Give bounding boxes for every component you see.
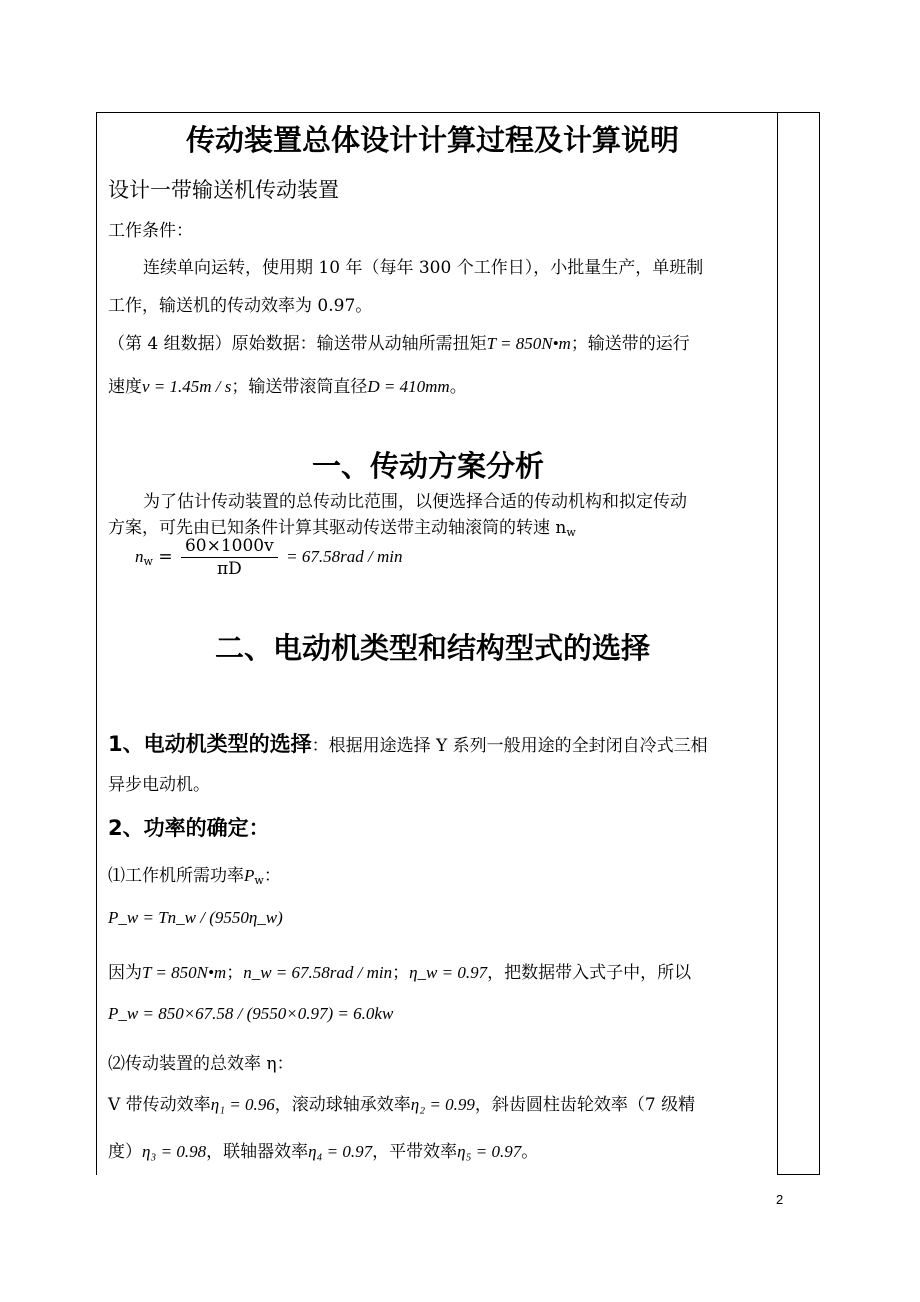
eff-grade-label: 度） xyxy=(108,1142,142,1162)
formula-nw-denominator: πD xyxy=(216,559,242,579)
data-line1-prefix: （第 4 组数据）原始数据：输送带从动轴所需扭矩 xyxy=(108,334,487,354)
formula-pw-text: P_w = Tn_w / (9550η_w) xyxy=(108,908,283,927)
sub1-label: ⑴工作机所需功率 xyxy=(108,866,244,886)
eff-eta3: η₃ = 0.98 xyxy=(142,1142,207,1161)
eff-eta4: η₄ = 0.97 xyxy=(308,1142,373,1161)
data-line2 xyxy=(108,372,467,397)
page-number: 2 xyxy=(776,1192,784,1207)
sub2-label: ⑵传动装置的总效率 η： xyxy=(108,1054,294,1074)
section1-line1: 为了估计传动装置的总传动比范围，以便选择合适的传动机构和拟定传动 xyxy=(143,492,687,512)
work-conditions-line1: 连续单向运转，使用期 10 年（每年 300 个工作日），小批量生产，单班制 xyxy=(143,258,704,278)
item1-line1 xyxy=(108,728,708,758)
because-torque: T = 850N•m xyxy=(142,963,227,982)
side-column xyxy=(778,112,820,1175)
formula-pw xyxy=(108,908,283,928)
section1-heading: 一、传动方案分析 xyxy=(312,449,545,483)
item1-text: ：根据用途选择 Y 系列一般用途的全封闭自冷式三相 xyxy=(311,736,708,756)
result-pw xyxy=(108,1004,393,1024)
because-suffix: ，把数据带入式子中，所以 xyxy=(487,963,692,983)
sub1-symbol: P xyxy=(244,866,255,885)
formula-nw: $n_w$ = $\frac{60\times 1000v}{\pi D}$ = 67.58rad / min xyxy=(135,536,403,579)
item1-line2: 异步电动机。 xyxy=(108,775,210,795)
data-line2-end: 。 xyxy=(449,377,467,397)
formula-nw-numerator: 60×1000v xyxy=(181,536,278,558)
section1-line2-text: 方案，可先由已知条件计算其驱动传送带主动轴滚筒的转速 n xyxy=(108,518,567,538)
eff-coupling-label: ，联轴器效率 xyxy=(206,1142,309,1162)
section2-heading: 二、电动机类型和结构型式的选择 xyxy=(215,631,651,665)
sub1-symbol-sub: w xyxy=(254,874,264,887)
eff-eta1: η₁ = 0.96 xyxy=(210,1095,275,1114)
formula-nw-fraction xyxy=(181,536,278,579)
efficiency-line2 xyxy=(108,1137,538,1162)
subtitle: 设计一带输送机传动装置 xyxy=(108,178,339,202)
data-line1 xyxy=(108,329,690,354)
torque-formula: T = 850N•m xyxy=(486,334,571,353)
work-conditions-label: 工作条件： xyxy=(108,221,193,241)
speed-formula: v = 1.45m / s xyxy=(142,377,232,396)
because-prefix: 因为 xyxy=(108,963,142,983)
section1-line2-sub: w xyxy=(566,526,576,539)
eff-flatbelt-label: ，平带效率 xyxy=(372,1142,458,1162)
item1-label: 1、电动机类型的选择 xyxy=(108,732,312,756)
data-line1-suffix: ；输送带的运行 xyxy=(570,334,690,354)
eff-gear-label: ，斜齿圆柱齿轮效率（7 级精 xyxy=(474,1095,696,1115)
page-title: 传动装置总体设计计算过程及计算说明 xyxy=(186,123,680,157)
efficiency-line1 xyxy=(108,1090,695,1115)
sub1-line xyxy=(108,861,281,887)
item2-label: 2、功率的确定： xyxy=(108,816,270,840)
eff-line2-end: 。 xyxy=(521,1142,539,1162)
because-nw: n_w = 67.58rad / min xyxy=(243,963,393,982)
eff-eta2: η₂ = 0.99 xyxy=(410,1095,475,1114)
data-line2-mid: ；输送带滚筒直径 xyxy=(231,377,368,397)
eff-eta5: η₅ = 0.97 xyxy=(457,1142,522,1161)
result-pw-text: P_w = 850×67.58 / (9550×0.97) = 6.0kw xyxy=(108,1004,394,1023)
data-line2-prefix: 速度 xyxy=(108,377,142,397)
formula-nw-lhs: n xyxy=(135,547,144,566)
formula-nw-lhs-sub: w xyxy=(143,555,153,568)
sub1-colon: ： xyxy=(263,866,281,886)
work-conditions-line2: 工作，输送机的传动效率为 0.97。 xyxy=(108,296,373,316)
eff-bearing-label: ，滚动球轴承效率 xyxy=(274,1095,411,1115)
because-eta: η_w = 0.97 xyxy=(409,963,488,982)
formula-nw-rhs: = 67.58rad / min xyxy=(286,547,403,566)
eff-vbelt-label: V 带传动效率 xyxy=(108,1095,211,1115)
because-line: 因为T = 850N•m；n_w = 67.58rad / min；η_w = 0.97，把数据带入式子中，所以 xyxy=(108,963,692,983)
diameter-formula: D = 410mm xyxy=(367,377,450,396)
